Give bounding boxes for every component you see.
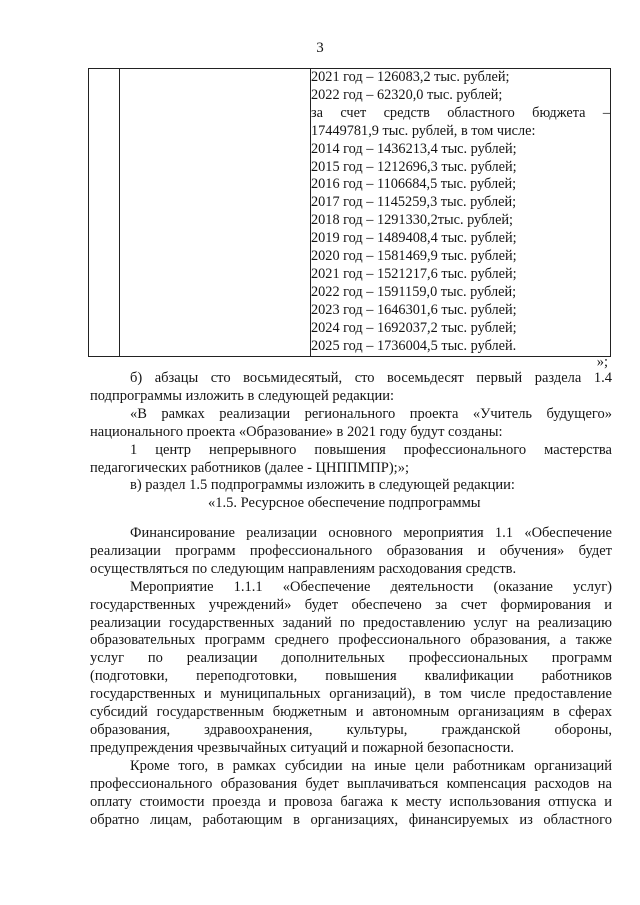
table-row xyxy=(89,69,611,357)
funding-line: 2015 год – 1212696,3 тыс. рублей; xyxy=(311,158,517,175)
funding-line: 2016 год – 1106684,5 тыс. рублей; xyxy=(311,176,517,193)
funding-line: 2022 год – 1591159,0 тыс. рублей; xyxy=(311,283,517,300)
table-cell-empty-1 xyxy=(89,69,120,357)
financing-paragraph xyxy=(90,525,612,829)
funding-line: 2021 год – 126083,2 тыс. рублей; xyxy=(311,69,510,85)
text-line: государственных учреждений» будет обеспечено за счет формирования и xyxy=(90,596,612,613)
text-line: «В рамках реализации регионального проекта «Учитель будущего» xyxy=(130,405,612,422)
text-line: образования, здравоохранения, культуры, гражданской обороны, xyxy=(90,721,612,738)
funding-line: 2023 год – 1646301,6 тыс. рублей; xyxy=(311,301,517,318)
funding-table xyxy=(88,68,611,357)
text-line: подпрограммы изложить в следующей редакции: xyxy=(90,387,395,404)
text-line: образовательных программ среднего профессионального образования, а также xyxy=(90,632,612,649)
table-cell-empty-2 xyxy=(120,69,311,357)
funding-line: 2022 год – 62320,0 тыс. рублей; xyxy=(311,86,503,103)
funding-line: 2018 год – 1291330,2тыс. рублей; xyxy=(311,212,514,229)
text-line: б) абзацы сто восьмидесятый, сто восемьдесят первый раздела 1.4 xyxy=(130,370,612,386)
text-line: национального проекта «Образование» в 2021 году будут созданы: xyxy=(90,423,503,440)
funding-line: 2020 год – 1581469,9 тыс. рублей; xyxy=(311,248,517,265)
text-line: реализации программ профессионального образования и обучения» будет xyxy=(90,542,612,559)
section-heading: «1.5. Ресурсное обеспечение подпрограммы xyxy=(208,495,481,512)
closing-quote-mark: »; xyxy=(596,354,608,370)
text-line: обратно лицам, работающим в организациях, финансируемых из областного xyxy=(90,811,612,828)
funding-line: 2024 год – 1692037,2 тыс. рублей; xyxy=(311,319,517,336)
funding-cell xyxy=(311,69,611,357)
text-line: Мероприятие 1.1.1 «Обеспечение деятельности (оказание услуг) xyxy=(130,578,612,595)
text-line: Кроме того, в рамках субсидии на иные цели работникам организаций xyxy=(130,757,612,774)
text-line: профессионального образования будет выплачиваться компенсация расходов на xyxy=(90,775,612,792)
page-number: 3 xyxy=(316,40,324,56)
text-line: оплату стоимости проезда и провоза багажа к месту использования отпуска и xyxy=(90,793,612,810)
funding-line: 2025 год – 1736004,5 тыс. рублей. xyxy=(311,337,517,354)
funding-line: 2021 год – 1521217,6 тыс. рублей; xyxy=(311,265,517,282)
funding-line: 2019 год – 1489408,4 тыс. рублей; xyxy=(311,230,517,247)
funding-line: 2017 год – 1145259,3 тыс. рублей; xyxy=(311,194,517,211)
text-line: 1 центр непрерывного повышения профессионального мастерства xyxy=(130,441,612,458)
text-line: педагогических работников (далее - ЦНППМПР);»; xyxy=(90,459,409,476)
text-line: в) раздел 1.5 подпрограммы изложить в следующей редакции: xyxy=(130,477,515,494)
funding-line: 17449781,9 тыс. рублей, в том числе: xyxy=(311,122,536,139)
text-line: субсидий государственным бюджетным и автономным организациям в сферах xyxy=(90,704,612,721)
text-line: государственных и муниципальных организаций), в том числе предоставление xyxy=(90,686,612,703)
text-line: осуществляться по следующим направлениям расходования средств. xyxy=(90,560,517,577)
text-line: Финансирование реализации основного мероприятия 1.1 «Обеспечение xyxy=(130,525,612,541)
funding-line: 2014 год – 1436213,4 тыс. рублей; xyxy=(311,140,517,157)
text-line: услуг по реализации дополнительных профессиональных программ xyxy=(90,650,612,667)
funding-line: за счет средств областного бюджета – xyxy=(311,104,610,121)
text-line: (подготовки, переподготовки, повышения квалификации работников xyxy=(90,668,612,685)
text-line: предупреждения чрезвычайных ситуаций и пожарной безопасности. xyxy=(90,739,515,756)
text-line: реализации государственных заданий по предоставлению услуг на реализацию xyxy=(90,614,612,631)
amendment-b xyxy=(90,370,612,513)
